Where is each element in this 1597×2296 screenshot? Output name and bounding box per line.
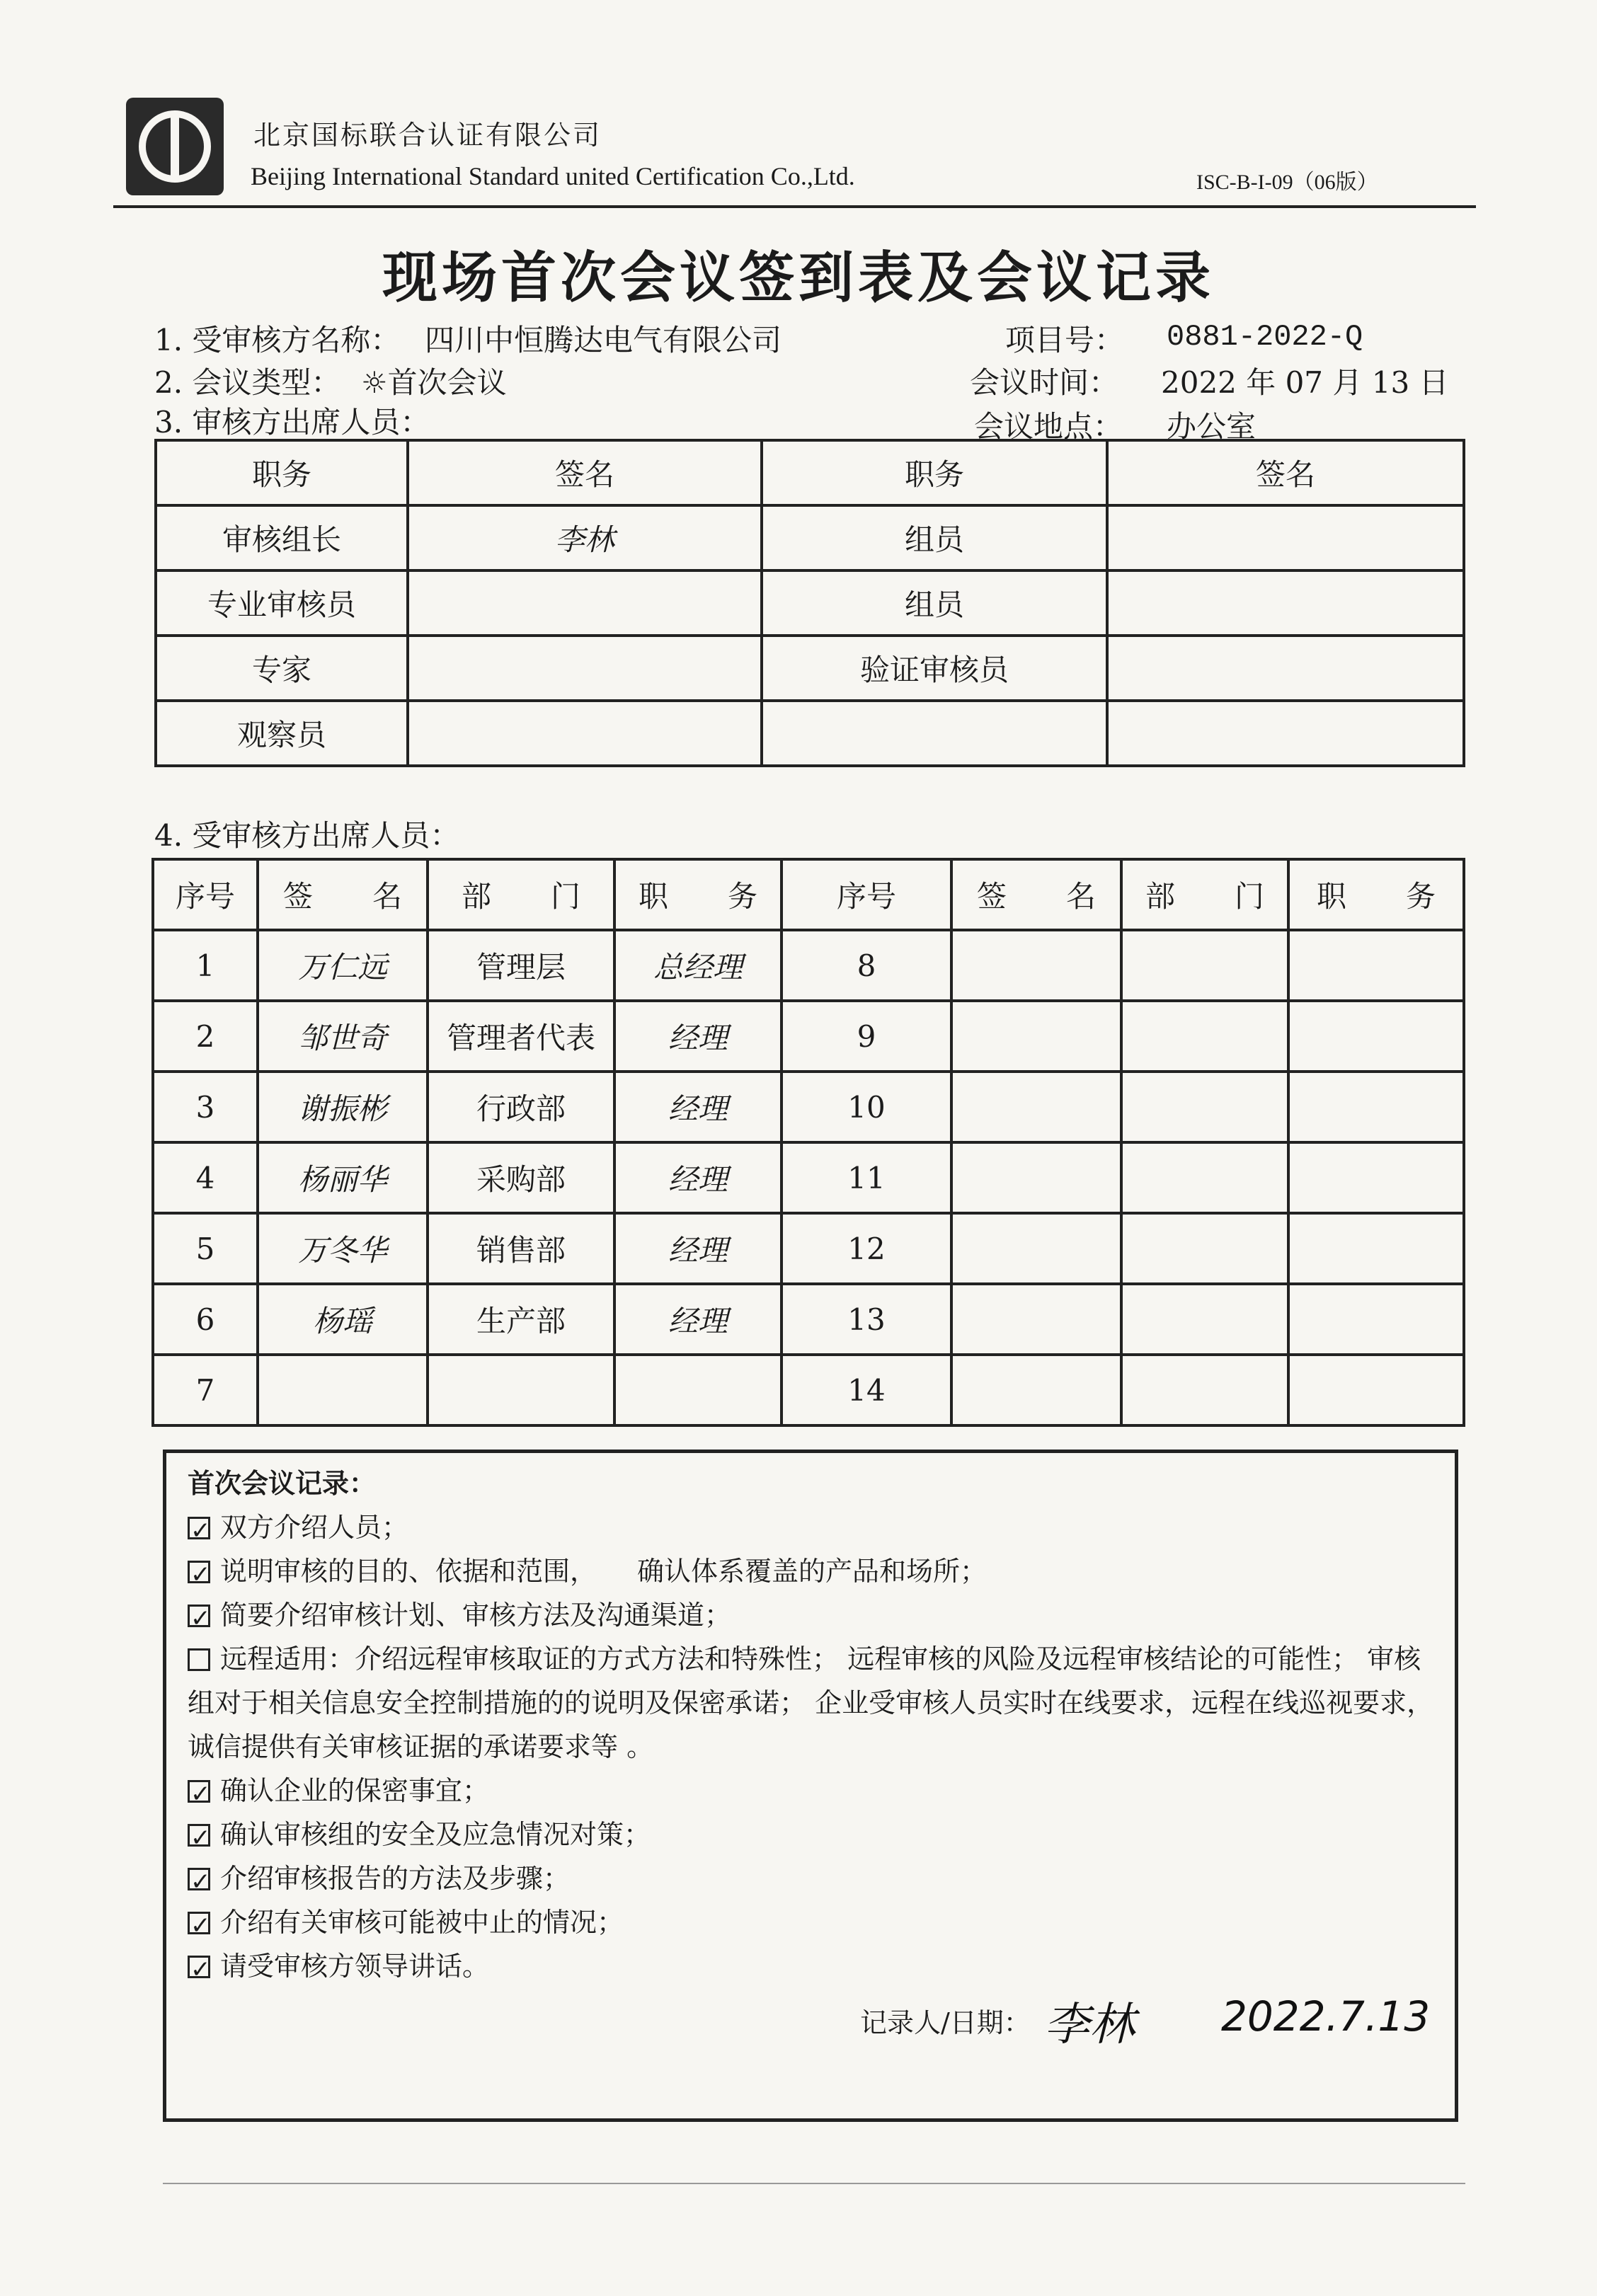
record-item-text: 确认审核组的安全及应急情况对策； — [220, 1819, 651, 1850]
header-cell: 序号 — [153, 859, 258, 930]
signature-cell: 万仁远 — [258, 930, 428, 1001]
signature-cell — [951, 1213, 1121, 1284]
department-cell — [1121, 1142, 1288, 1213]
position-cell — [1288, 1001, 1464, 1072]
header-cell: 职 务 — [614, 859, 782, 930]
record-item — [188, 1593, 1441, 1637]
table-row — [153, 1072, 1464, 1142]
department-cell: 管理者代表 — [428, 1001, 614, 1072]
header-cell: 序号 — [782, 859, 951, 930]
seq-cell: 4 — [153, 1142, 258, 1213]
seq-cell: 9 — [782, 1001, 951, 1072]
seq-cell: 3 — [153, 1072, 258, 1142]
checkbox-icon[interactable] — [188, 1561, 210, 1583]
table-row — [153, 1355, 1464, 1425]
record-item — [188, 1813, 1441, 1856]
recorder-signature: 李林 — [1044, 1999, 1135, 2051]
table-row — [156, 505, 1464, 570]
position-cell — [1288, 1142, 1464, 1213]
table-row — [156, 701, 1464, 766]
header-cell: 职务 — [762, 440, 1107, 505]
meeting-place-label: 会议地点： — [974, 409, 1123, 444]
seq-cell: 13 — [782, 1284, 951, 1355]
company-logo — [126, 98, 224, 195]
record-item — [188, 1637, 1441, 1769]
project-label: 项目号： — [1005, 323, 1125, 357]
signature-cell: 杨瑶 — [258, 1284, 428, 1355]
recorder-date: 2022.7.13 — [1221, 1992, 1431, 2040]
recorder-label: 记录人/日期： — [860, 2007, 1031, 2038]
signature-cell — [408, 570, 762, 636]
signature-cell — [951, 1355, 1121, 1425]
record-item-text: 介绍审核报告的方法及步骤； — [220, 1863, 571, 1894]
header-cell: 签 名 — [951, 859, 1121, 930]
role-cell: 专家 — [156, 636, 408, 701]
header-cell: 职务 — [156, 440, 408, 505]
record-item — [188, 1549, 1441, 1593]
department-cell — [1121, 1355, 1288, 1425]
checkbox-icon[interactable] — [188, 1956, 210, 1978]
signature-cell: 邹世奇 — [258, 1001, 428, 1072]
table-row — [153, 1284, 1464, 1355]
company-name-en: Beijing International Standard united Certification Co.,Ltd. — [251, 162, 855, 190]
signature-cell — [408, 701, 762, 766]
signature-cell — [1107, 570, 1464, 636]
signature-cell — [258, 1355, 428, 1425]
signature-cell — [1107, 701, 1464, 766]
position-cell: 总经理 — [614, 930, 782, 1001]
checkbox-icon[interactable] — [188, 1824, 210, 1847]
signature-cell — [1107, 636, 1464, 701]
auditee-label: 1. 受审核方名称： — [154, 323, 401, 357]
table-row — [153, 1001, 1464, 1072]
role-cell: 专业审核员 — [156, 570, 408, 636]
role-cell: 观察员 — [156, 701, 408, 766]
header-cell: 签名 — [1107, 440, 1464, 505]
department-cell — [428, 1355, 614, 1425]
footer-divider — [163, 2183, 1465, 2184]
role-cell: 组员 — [762, 570, 1107, 636]
auditee-value: 四川中恒腾达电气有限公司 — [425, 323, 782, 357]
signature-cell — [951, 1142, 1121, 1213]
signature-cell — [951, 1001, 1121, 1072]
table-row — [156, 570, 1464, 636]
signature-cell: 李林 — [408, 505, 762, 570]
seq-cell: 10 — [782, 1072, 951, 1142]
signature-cell: 谢振彬 — [258, 1072, 428, 1142]
auditors-label: 3. 审核方出席人员： — [154, 405, 430, 440]
table-row — [153, 1142, 1464, 1213]
department-cell: 生产部 — [428, 1284, 614, 1355]
record-item-text: 双方介绍人员； — [220, 1512, 409, 1543]
table-row — [153, 930, 1464, 1001]
position-cell — [1288, 1072, 1464, 1142]
project-value: 0881-2022-Q — [1167, 320, 1363, 354]
department-cell — [1121, 1213, 1288, 1284]
record-item — [188, 1944, 1441, 1988]
header-cell: 部 门 — [428, 859, 614, 930]
company-name-cn: 北京国标联合认证有限公司 — [253, 120, 602, 151]
department-cell — [1121, 1072, 1288, 1142]
checkbox-icon[interactable] — [188, 1517, 210, 1539]
seq-cell: 2 — [153, 1001, 258, 1072]
signature-cell — [951, 1072, 1121, 1142]
signature-cell — [408, 636, 762, 701]
checkbox-icon[interactable] — [188, 1605, 210, 1627]
checkbox-icon[interactable] — [188, 1912, 210, 1934]
department-cell: 销售部 — [428, 1213, 614, 1284]
record-item — [188, 1505, 1441, 1549]
department-cell — [1121, 1284, 1288, 1355]
record-item — [188, 1900, 1441, 1944]
meeting-type-label: 2. 会议类型： — [154, 365, 341, 400]
position-cell — [1288, 1284, 1464, 1355]
seq-cell: 14 — [782, 1355, 951, 1425]
auditee-attendees-label: 4. 受审核方出席人员： — [154, 818, 460, 853]
department-cell — [1121, 1001, 1288, 1072]
signature-cell — [1107, 505, 1464, 570]
position-cell — [1288, 1213, 1464, 1284]
seq-cell: 11 — [782, 1142, 951, 1213]
meeting-type-value: ☼首次会议 — [361, 365, 507, 400]
auditee-attendee-table — [151, 858, 1465, 1427]
role-cell: 审核组长 — [156, 505, 408, 570]
seq-cell: 1 — [153, 930, 258, 1001]
role-cell: 组员 — [762, 505, 1107, 570]
position-cell: 经理 — [614, 1001, 782, 1072]
record-item — [188, 1856, 1441, 1900]
department-cell: 行政部 — [428, 1072, 614, 1142]
meeting-place-value: 办公室 — [1167, 409, 1257, 444]
seq-cell: 8 — [782, 930, 951, 1001]
position-cell: 经理 — [614, 1142, 782, 1213]
meeting-record-box — [163, 1450, 1458, 2122]
role-cell — [762, 701, 1107, 766]
record-item-text: 介绍有关审核可能被中止的情况； — [220, 1907, 624, 1938]
record-item-text: 说明审核的目的、依据和范围， 确认体系覆盖的产品和场所； — [220, 1556, 988, 1587]
seq-cell: 6 — [153, 1284, 258, 1355]
header-divider — [113, 205, 1476, 208]
header-cell: 职 务 — [1288, 859, 1464, 930]
record-heading: 首次会议记录： — [188, 1468, 377, 1499]
department-cell: 采购部 — [428, 1142, 614, 1213]
seq-cell: 12 — [782, 1213, 951, 1284]
signature-cell: 万冬华 — [258, 1213, 428, 1284]
position-cell — [614, 1355, 782, 1425]
table-row — [156, 636, 1464, 701]
role-cell: 验证审核员 — [762, 636, 1107, 701]
department-cell — [1121, 930, 1288, 1001]
meeting-time-label: 会议时间： — [970, 365, 1119, 400]
position-cell: 经理 — [614, 1072, 782, 1142]
record-item-text: 远程适用：介绍远程审核取证的方式方法和特殊性； 远程审核的风险及远程审核结论的可能性； 审核组对于相关信息安全控制措施的的说明及保密承诺； 企业受审核人员实时在线要求，远程在线巡视要求，诚信提供有关审核证据的承诺要求等 。 — [188, 1643, 1434, 1762]
checkbox-icon[interactable] — [188, 1648, 210, 1671]
seq-cell: 5 — [153, 1213, 258, 1284]
checkbox-icon[interactable] — [188, 1780, 210, 1803]
document-title: 现场首次会议签到表及会议记录 — [382, 246, 1215, 310]
table-row — [153, 1213, 1464, 1284]
record-item-text: 确认企业的保密事宜； — [220, 1775, 490, 1806]
header-cell: 签 名 — [258, 859, 428, 930]
seq-cell: 7 — [153, 1355, 258, 1425]
position-cell — [1288, 1355, 1464, 1425]
checkbox-icon[interactable] — [188, 1868, 210, 1890]
record-item-text: 请受审核方领导讲话。 — [220, 1951, 490, 1982]
signature-cell — [951, 930, 1121, 1001]
department-cell: 管理层 — [428, 930, 614, 1001]
signature-cell: 杨丽华 — [258, 1142, 428, 1213]
auditee-table-header — [153, 859, 1464, 930]
form-code: ISC-B-I-09（06版） — [1196, 171, 1378, 194]
header-cell: 部 门 — [1121, 859, 1288, 930]
record-item — [188, 1769, 1441, 1813]
position-cell: 经理 — [614, 1284, 782, 1355]
position-cell — [1288, 930, 1464, 1001]
auditor-table — [154, 439, 1465, 767]
position-cell: 经理 — [614, 1213, 782, 1284]
meeting-time-value: 2022 年 07 月 13 日 — [1161, 365, 1449, 400]
record-item-text: 简要介绍审核计划、审核方法及沟通渠道； — [220, 1600, 732, 1631]
header-cell: 签名 — [408, 440, 762, 505]
auditor-table-header — [156, 440, 1464, 505]
signature-cell — [951, 1284, 1121, 1355]
